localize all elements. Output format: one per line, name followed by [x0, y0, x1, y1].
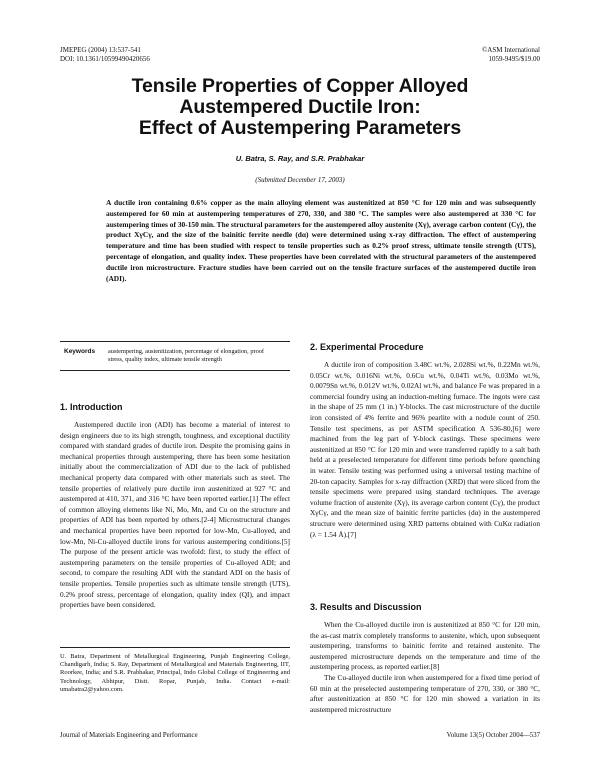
running-header-right — [482, 46, 540, 64]
section-heading-introduction: 1. Introduction — [60, 402, 123, 412]
keywords-text: austempering, austenitization, percentage of elongation, proof stress, quality index, ultimate tensile strength — [108, 348, 264, 363]
section-heading-experimental: 2. Experimental Procedure — [310, 342, 424, 352]
title-line: Effect of Austempering Parameters — [138, 117, 462, 139]
title-line: Tensile Properties of Copper Alloyed — [131, 75, 469, 97]
title-line: Austempered Ductile Iron: — [179, 96, 421, 118]
issn-price: 1059-9495/$19.00 — [488, 55, 540, 63]
copyright: ©ASM International — [481, 46, 540, 54]
paragraph: Austempered ductile iron (ADI) has become a material of interest to design engineers due to its high strength, toughness, and exceptional ductility compared with standard grades of ductile iron. Despite the promising gains in mechanical properties through austempering, there has been some hesitation initially about the commercialization of ADI due to the lack of published mechanical property data compared with other materials such as steel. The tensile properties of relatively pure ductile iron austenitized at 927 °C and austempered at 410, 371, and 316 °C have been reported earlier.[1] The effect of common alloying elements like Ni, Mo, Mn, and Cu on the structure and properties of ADI has been reported by others.[2-4] Microstructural changes and mechanical properties have been reported for low-Mn, Cu-alloyed, and low-Mn, Ni-Cu-alloyed ductile irons for various austempering conditions.[5] The purpose of the present article was twofold: first, to study the effect of austempering parameters on the tensile properties of Cu-alloyed ADI; and second, to compare the resulting ADI with the standard ADI on the basis of tensile properties. Tensile properties such as ultimate tensile strength (UTS), 0.2% proof stress, percentage of elongation, quality index (QI), and impact properties have been considered. — [60, 420, 290, 610]
paragraph: The Cu-alloyed ductile iron when austempered for a fixed time period of 60 min at the preselected austempering temperature of 270, 330, or 380 °C, after austenitization at 850 °C for 120 min showed a variation in its austempered microstructure — [310, 672, 540, 714]
author-affiliations-footnote: U. Batra, Department of Metallurgical Engineering, Punjab Engineering College, Chandigarh, India; S. Ray, Department of Metallurgical and Materials Engineering, IIT, Roorkee, India; and S.R. Prabhakar, Principal, Indo Global College of Engineering and Technology, Abhipur, Distt. Ropar, Punjab, India. Contact e-mail: umabatra2@yahoo.com. — [60, 647, 290, 694]
abstract: A ductile iron containing 0.6% copper as the main alloying element was austenitized at 850 °C for 120 min and was subsequently austempered for 60 min at austempering temperatures of 270, 330, and 380 °C. The samples were also austempered at 330 °C for austempering times of 30-150 min. The structural parameters for the austempered alloy austenite (Xγ), average carbon content (Cγ), the product XγCγ, and the size of the bainitic ferrite needle (dα) were determined using x-ray diffraction. The effect of austempering temperature and time has been studied with respect to tensile properties such as 0.2% proof stress, ultimate tensile strength (UTS), percentage of elongation, and quality index. These properties have been correlated with the structural parameters of the austempered ductile iron microstructure. Fracture studies have been carried out on the tensile fracture surfaces of the austempered ductile iron (ADI). — [106, 198, 536, 283]
authors: U. Batra, S. Ray, and S.R. Prabhakar — [235, 154, 365, 163]
doi: DOI: 10.1361/10599490420656 — [60, 55, 150, 63]
experimental-body — [310, 360, 540, 540]
footer-volume-page: Volume 13(5) October 2004—537 — [446, 732, 540, 739]
introduction-body — [60, 420, 290, 611]
article-title — [60, 76, 540, 139]
paragraph: A ductile iron of composition 3.48C wt.%, 2.028Si wt.%, 0.22Mn wt.%, 0.05Cr wt.%, 0.016Ni wt.%, 0.6Cu wt.%, 0.04Ti wt.%, 0.03Mo wt.%, 0.0079Sn wt.%, 0.012V wt.%, 0.02Al wt.%, and balance Fe was prepared in a commercial foundry using an induction-melting furnace. The ingots were cast in the shape of 25 mm (1 in.) Y-blocks. The cast microstructure of the ductile iron consisted of 4% ferrite and 96% pearlite with a nodule count of 250. Tensile test specimens, as per ASTM specification A 536-80,[6] were machined from the leg part of Y-block castings. These specimens were austenitized at 850 °C for 120 min and were transferred rapidly to a salt bath held at a preselected temperature for different time periods before quenching in water. Tensile testing was performed using a universal testing machine of 20-ton capacity. Samples for x-ray diffraction (XRD) that were sliced from the tensile specimens were prepared using standard techniques. The average volume fraction of austenite (Xγ), its average carbon content (Cγ), the product XγCγ, and the mean size of bainitic ferrite particles (dα) in the austempered structure were determined using XRD patterns obtained with CuKα radiation (λ = 1.54 Å).[7] — [310, 360, 540, 539]
section-heading-results: 3. Results and Discussion — [310, 602, 422, 612]
running-header-left — [60, 46, 150, 64]
keywords-label: Keywords — [64, 348, 96, 355]
submission-date: (Submitted December 17, 2003) — [255, 176, 345, 184]
footer-journal: Journal of Materials Engineering and Performance — [60, 732, 198, 739]
journal-reference: JMEPEG (2004) 13:537-541 — [60, 46, 141, 54]
paragraph: When the Cu-alloyed ductile iron is austenitized at 850 °C for 120 min, the as-cast matrix completely transforms to austenite, which, upon subsequent austempering, transforms to bainitic ferrite and retained austenite. The austempered microstructure depends on the temperature and time of the austempering process, as reported earlier.[8] — [310, 620, 540, 672]
keywords-box — [60, 341, 290, 371]
results-body — [310, 620, 540, 715]
